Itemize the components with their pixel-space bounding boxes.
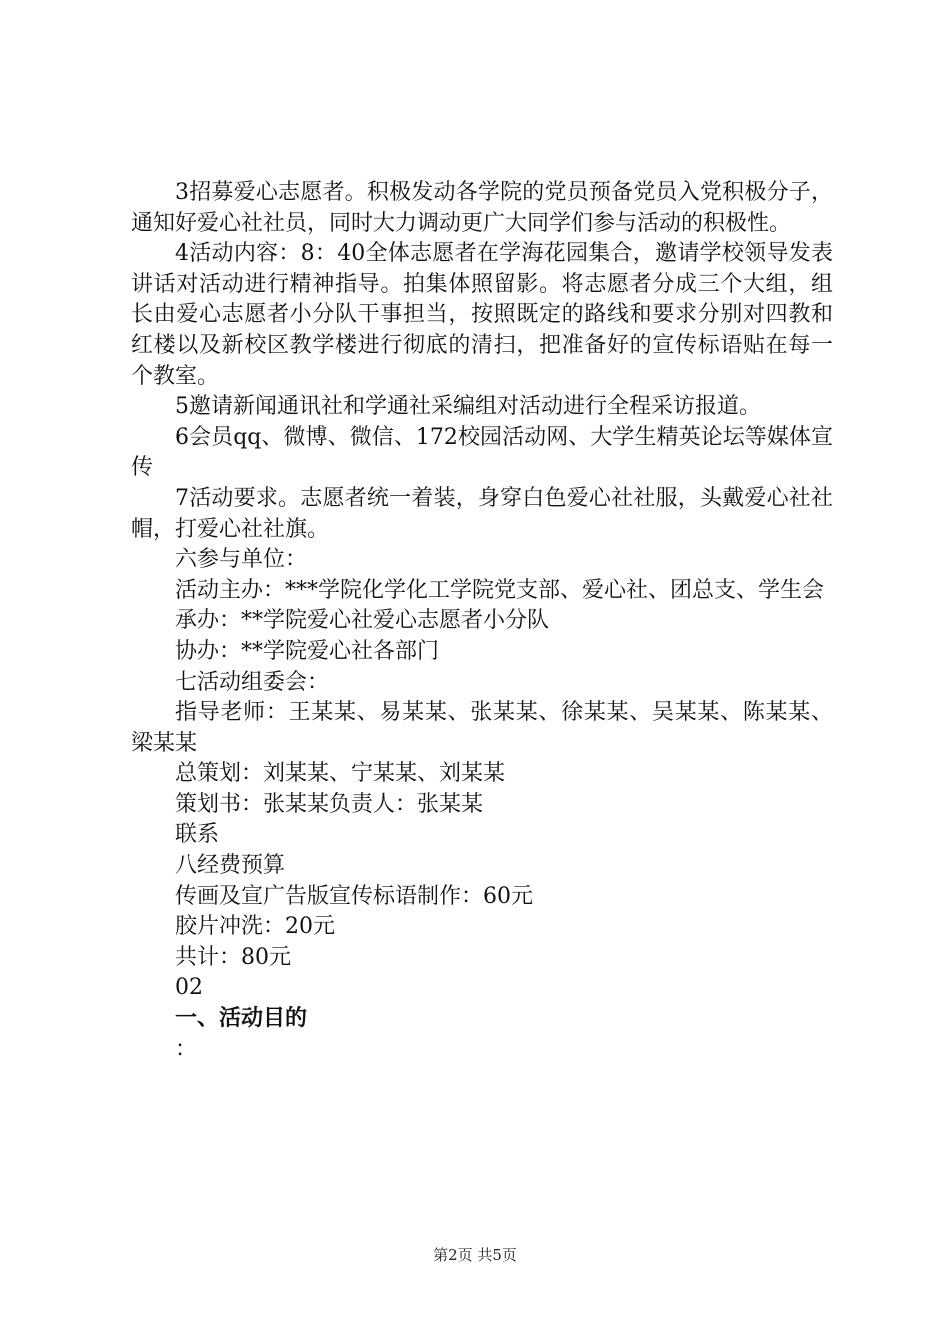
budget-item-posters: 传画及宣广告版宣传标语制作：60元 (175, 883, 533, 909)
paragraph-undertaker: 承办：**学院爱心社爱心志愿者小分队 (175, 608, 550, 634)
budget-total: 共计：80元 (175, 944, 291, 970)
page-footer: 第2页 共5页 (433, 1246, 517, 1264)
section-organizing-committee: 七活动组委会： (175, 669, 330, 695)
paragraph-chief-planner: 总策划：刘某某、宁某某、刘某某 (175, 761, 506, 787)
budget-item-film: 胶片冲洗：20元 (175, 914, 335, 940)
section-number: 02 (175, 975, 203, 1001)
paragraph-activity-content: 4活动内容：8：40全体志愿者在学海花园集合，邀请学校领导发表讲话对活动进行精神指导。拍集体照留影。将志愿者分成三个大组，组长由爱心志愿者小分队干事担当，按照既定的路线和要求分别对四教和红楼以及新校区教学楼进行彻底的清扫，把准备好的宣传标语贴在每一个教室。 (131, 241, 833, 389)
trailing-colon: ： (175, 1036, 198, 1062)
paragraph-news-coverage: 5邀请新闻通讯社和学通社采编组对活动进行全程采访报道。 (175, 394, 761, 420)
paragraph-proposal-writer: 策划书：张某某负责人：张某某 (175, 791, 484, 817)
section-budget: 八经费预算 (175, 853, 286, 879)
section-participating-units: 六参与单位： (175, 547, 308, 573)
paragraph-advisors: 指导老师：王某某、易某某、张某某、徐某某、吴某某、陈某某、梁某某 (131, 700, 833, 756)
paragraph-media-promotion: 6会员qq、微博、微信、172校园活动网、大学生精英论坛等媒体宣传 (131, 424, 833, 481)
document-body (131, 178, 833, 1065)
heading-activity-purpose: 一、活动目的 (175, 1006, 308, 1032)
paragraph-recruit-volunteers: 3招募爱心志愿者。积极发动各学院的党员预备党员入党积极分子，通知好爱心社社员，同时大力调动更广大同学们参与活动的积极性。 (131, 180, 833, 236)
paragraph-organizer: 活动主办：***学院化学化工学院党支部、爱心社、团总支、学生会 (175, 577, 825, 603)
paragraph-co-organizer: 协办：**学院爱心社各部门 (175, 638, 440, 664)
paragraph-activity-requirements: 7活动要求。志愿者统一着装，身穿白色爱心社社服，头戴爱心社社帽，打爱心社社旗。 (131, 485, 833, 542)
paragraph-contact: 联系 (175, 822, 220, 848)
